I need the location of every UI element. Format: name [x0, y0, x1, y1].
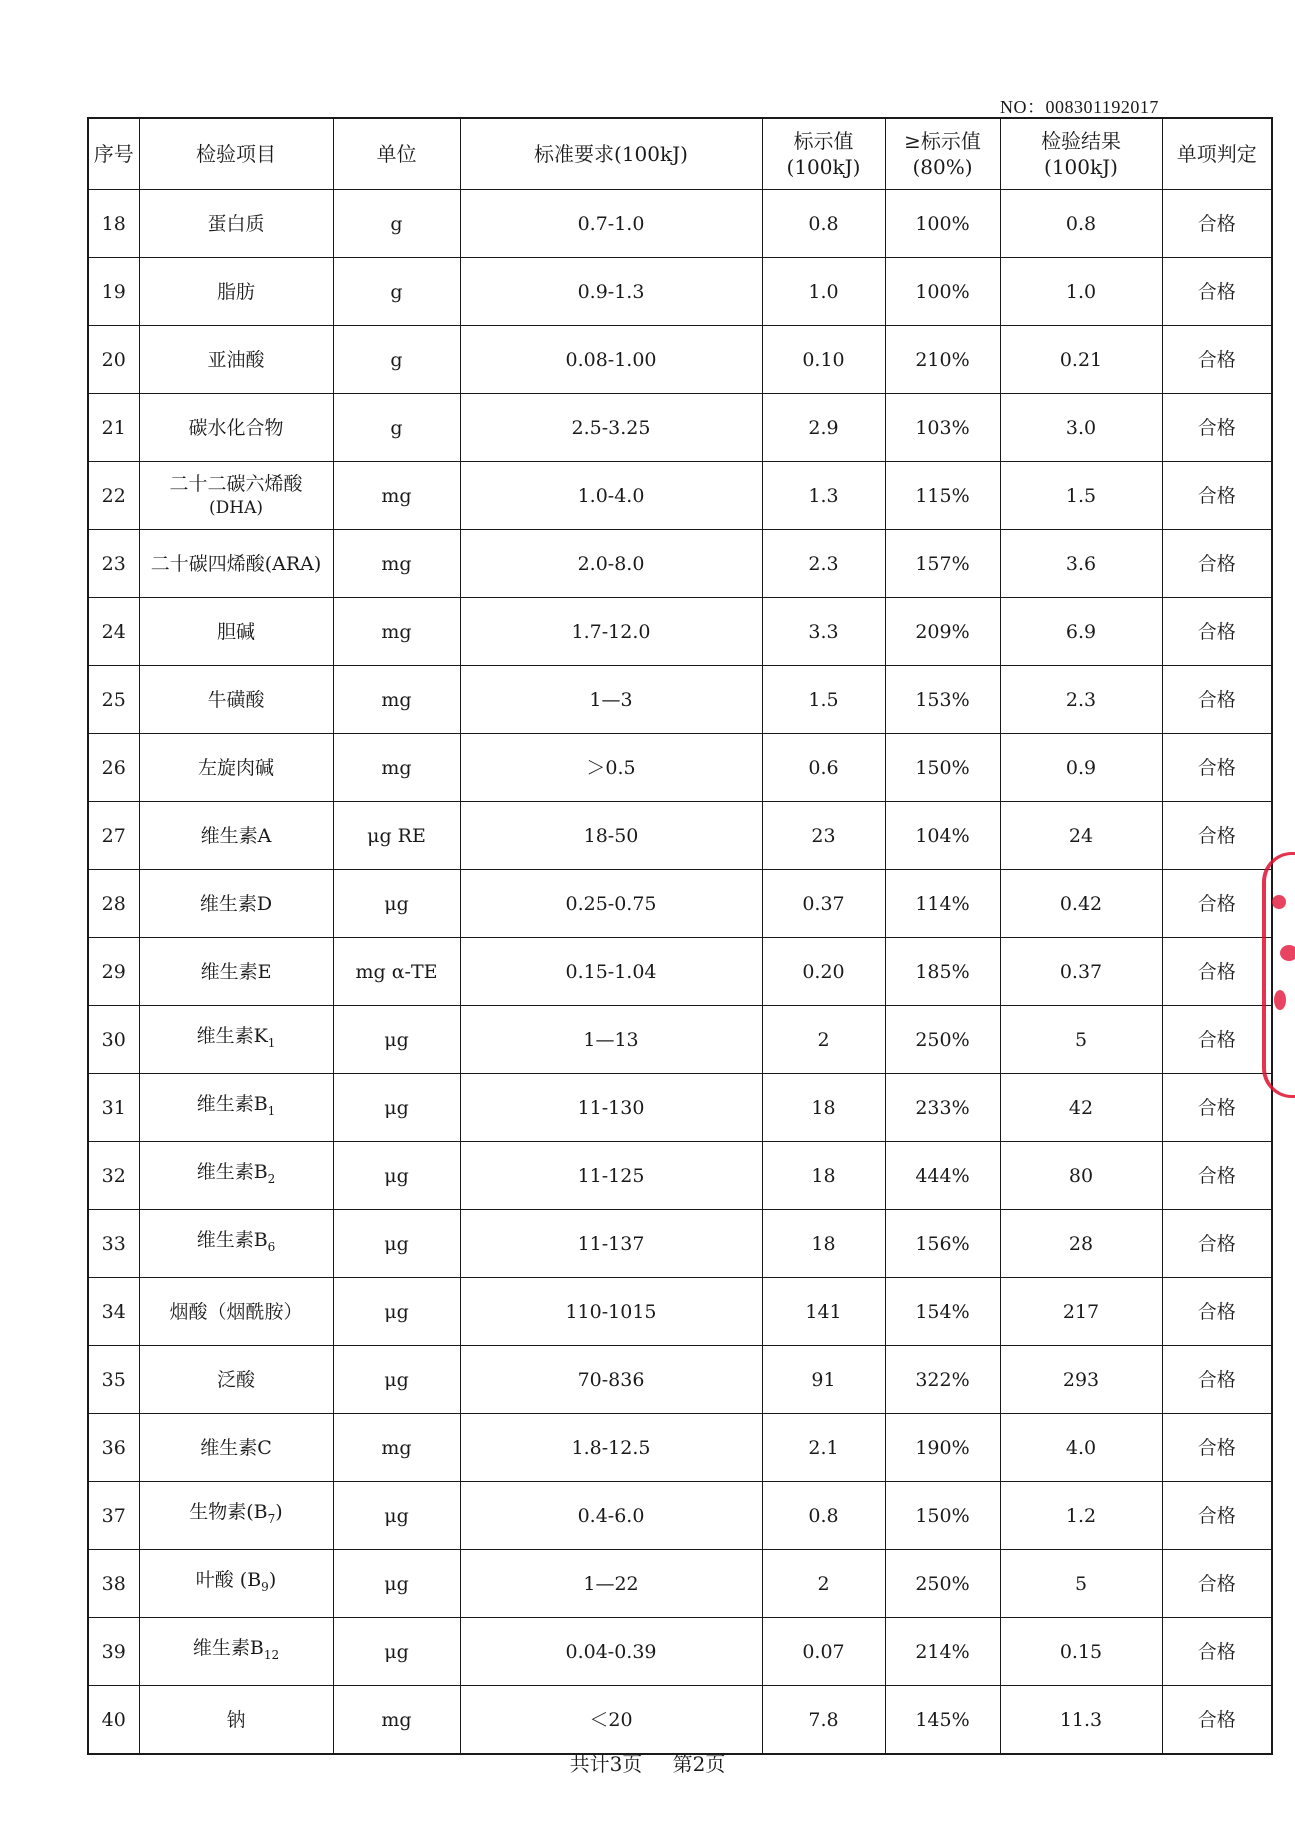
row-standard-cell: 18-50 — [460, 802, 762, 870]
row-standard-cell: 0.25-0.75 — [460, 870, 762, 938]
table-row — [88, 394, 1272, 462]
row-standard-cell: ＜20 — [460, 1686, 762, 1755]
row-label-value-cell: 2 — [762, 1006, 885, 1074]
header-ratio — [885, 118, 1000, 190]
row-result-cell: 3.6 — [1000, 530, 1162, 598]
table-row — [88, 1618, 1272, 1686]
item-name-sub: (DHA) — [209, 497, 263, 518]
row-standard-cell: 70-836 — [460, 1346, 762, 1414]
row-unit-cell: g — [333, 258, 460, 326]
row-item-cell — [139, 530, 333, 598]
row-unit-cell: μg — [333, 870, 460, 938]
row-verdict-cell: 合格 — [1162, 326, 1272, 394]
row-item-cell — [139, 734, 333, 802]
row-standard-cell: 110-1015 — [460, 1278, 762, 1346]
row-result-cell: 2.3 — [1000, 666, 1162, 734]
report-number: NO：008301192017 — [1000, 97, 1159, 117]
row-standard-cell: 0.7-1.0 — [460, 190, 762, 258]
row-ratio-cell: 157% — [885, 530, 1000, 598]
red-seal-stamp — [1262, 852, 1295, 1098]
row-ratio-cell: 214% — [885, 1618, 1000, 1686]
table-row — [88, 734, 1272, 802]
row-ratio-cell: 444% — [885, 1142, 1000, 1210]
row-item-cell — [139, 1686, 333, 1755]
row-ratio-cell: 100% — [885, 190, 1000, 258]
item-name: 脂肪 — [216, 280, 255, 303]
row-unit-cell: mg — [333, 734, 460, 802]
row-verdict-cell: 合格 — [1162, 1074, 1272, 1142]
item-name: 维生素A — [200, 824, 272, 847]
row-label-value-cell: 7.8 — [762, 1686, 885, 1755]
row-ratio-cell: 150% — [885, 1482, 1000, 1550]
row-label-value-cell: 2.1 — [762, 1414, 885, 1482]
header-unit: 单位 — [333, 118, 460, 190]
row-ratio-cell: 153% — [885, 666, 1000, 734]
table-row — [88, 1550, 1272, 1618]
row-seq-cell: 40 — [88, 1686, 139, 1755]
row-seq-cell: 38 — [88, 1550, 139, 1618]
item-name: 二十二碳六烯酸 — [169, 472, 303, 495]
row-seq-cell: 33 — [88, 1210, 139, 1278]
row-unit-cell: μg — [333, 1142, 460, 1210]
row-verdict-cell: 合格 — [1162, 1482, 1272, 1550]
item-name: 维生素B — [196, 1229, 268, 1252]
row-seq-cell: 39 — [88, 1618, 139, 1686]
row-result-cell: 217 — [1000, 1278, 1162, 1346]
row-verdict-cell: 合格 — [1162, 462, 1272, 530]
table-row — [88, 1482, 1272, 1550]
row-label-value-cell: 18 — [762, 1142, 885, 1210]
row-seq-cell: 24 — [88, 598, 139, 666]
row-standard-cell: 1.8-12.5 — [460, 1414, 762, 1482]
item-name: 胆碱 — [216, 620, 255, 643]
row-unit-cell: mg — [333, 1414, 460, 1482]
row-label-value-cell: 0.07 — [762, 1618, 885, 1686]
row-item-cell — [139, 1006, 333, 1074]
row-result-cell: 80 — [1000, 1142, 1162, 1210]
item-name: 泛酸 — [216, 1368, 255, 1391]
row-ratio-cell: 104% — [885, 802, 1000, 870]
row-label-value-cell: 0.10 — [762, 326, 885, 394]
row-result-cell: 0.21 — [1000, 326, 1162, 394]
row-standard-cell: 1—3 — [460, 666, 762, 734]
table-row — [88, 326, 1272, 394]
row-ratio-cell: 250% — [885, 1006, 1000, 1074]
row-seq-cell: 20 — [88, 326, 139, 394]
row-result-cell: 1.0 — [1000, 258, 1162, 326]
item-name: 维生素B — [196, 1161, 268, 1184]
row-label-value-cell: 0.6 — [762, 734, 885, 802]
item-name: 维生素C — [200, 1436, 272, 1459]
table-row — [88, 1278, 1272, 1346]
page-footer — [0, 1748, 1295, 1777]
row-label-value-cell: 1.3 — [762, 462, 885, 530]
row-standard-cell: 11-130 — [460, 1074, 762, 1142]
row-item-cell — [139, 394, 333, 462]
table-row — [88, 870, 1272, 938]
row-standard-cell: 1—13 — [460, 1006, 762, 1074]
row-seq-cell: 35 — [88, 1346, 139, 1414]
item-subscript: 12 — [263, 1647, 280, 1662]
row-seq-cell: 25 — [88, 666, 139, 734]
table-row — [88, 530, 1272, 598]
row-item-cell — [139, 462, 333, 530]
seal-mark — [1280, 945, 1295, 961]
item-name: 碳水化合物 — [188, 416, 284, 439]
row-standard-cell: 0.15-1.04 — [460, 938, 762, 1006]
row-item-cell — [139, 1414, 333, 1482]
row-result-cell: 4.0 — [1000, 1414, 1162, 1482]
row-item-cell — [139, 326, 333, 394]
item-suffix: ) — [275, 1501, 283, 1524]
row-unit-cell: mg — [333, 1686, 460, 1755]
row-seq-cell: 26 — [88, 734, 139, 802]
table-row — [88, 938, 1272, 1006]
table-row — [88, 258, 1272, 326]
table-row — [88, 1074, 1272, 1142]
row-standard-cell: 2.5-3.25 — [460, 394, 762, 462]
row-seq-cell: 30 — [88, 1006, 139, 1074]
row-verdict-cell: 合格 — [1162, 1210, 1272, 1278]
row-seq-cell: 19 — [88, 258, 139, 326]
row-label-value-cell: 0.8 — [762, 190, 885, 258]
row-item-cell — [139, 938, 333, 1006]
row-label-value-cell: 0.37 — [762, 870, 885, 938]
row-result-cell: 0.8 — [1000, 190, 1162, 258]
table-body — [88, 190, 1272, 1755]
item-name: 叶酸 (B — [195, 1569, 262, 1592]
row-label-value-cell: 3.3 — [762, 598, 885, 666]
row-label-value-cell: 2 — [762, 1550, 885, 1618]
row-standard-cell: 1.7-12.0 — [460, 598, 762, 666]
header-ratio-line1: ≥标示值 — [904, 129, 981, 153]
row-seq-cell: 27 — [88, 802, 139, 870]
row-seq-cell: 28 — [88, 870, 139, 938]
header-label-value — [762, 118, 885, 190]
row-result-cell: 3.0 — [1000, 394, 1162, 462]
table-header-row — [88, 118, 1272, 190]
row-verdict-cell: 合格 — [1162, 394, 1272, 462]
row-seq-cell: 23 — [88, 530, 139, 598]
row-verdict-cell: 合格 — [1162, 1006, 1272, 1074]
row-label-value-cell: 23 — [762, 802, 885, 870]
row-label-value-cell: 91 — [762, 1346, 885, 1414]
row-verdict-cell: 合格 — [1162, 1278, 1272, 1346]
header-result — [1000, 118, 1162, 190]
item-name: 维生素B — [196, 1093, 268, 1116]
header-item: 检验项目 — [139, 118, 333, 190]
row-item-cell — [139, 258, 333, 326]
row-ratio-cell: 250% — [885, 1550, 1000, 1618]
row-result-cell: 24 — [1000, 802, 1162, 870]
row-verdict-cell: 合格 — [1162, 1618, 1272, 1686]
current-page: 第2页 — [672, 1752, 726, 1776]
row-ratio-cell: 210% — [885, 326, 1000, 394]
item-name: 维生素E — [200, 960, 272, 983]
item-subscript: 9 — [261, 1579, 269, 1594]
row-item-cell — [139, 1278, 333, 1346]
row-seq-cell: 29 — [88, 938, 139, 1006]
row-item-cell — [139, 802, 333, 870]
row-standard-cell: 0.04-0.39 — [460, 1618, 762, 1686]
header-standard: 标准要求(100kJ) — [460, 118, 762, 190]
item-name: 维生素D — [199, 892, 273, 915]
row-result-cell: 0.9 — [1000, 734, 1162, 802]
row-verdict-cell: 合格 — [1162, 598, 1272, 666]
row-ratio-cell: 322% — [885, 1346, 1000, 1414]
row-seq-cell: 22 — [88, 462, 139, 530]
item-suffix: ) — [268, 1569, 277, 1592]
row-seq-cell: 31 — [88, 1074, 139, 1142]
row-standard-cell: 0.9-1.3 — [460, 258, 762, 326]
table-row — [88, 802, 1272, 870]
row-item-cell — [139, 1618, 333, 1686]
row-verdict-cell: 合格 — [1162, 802, 1272, 870]
total-pages: 共计3页 — [569, 1752, 643, 1776]
row-unit-cell: μg — [333, 1006, 460, 1074]
row-unit-cell: μg — [333, 1618, 460, 1686]
row-unit-cell: g — [333, 190, 460, 258]
row-label-value-cell: 141 — [762, 1278, 885, 1346]
table-row — [88, 1006, 1272, 1074]
row-item-cell — [139, 1142, 333, 1210]
table-row — [88, 666, 1272, 734]
row-verdict-cell: 合格 — [1162, 1142, 1272, 1210]
table-row — [88, 1346, 1272, 1414]
row-verdict-cell: 合格 — [1162, 938, 1272, 1006]
row-standard-cell: 0.4-6.0 — [460, 1482, 762, 1550]
item-name: 左旋肉碱 — [197, 756, 274, 779]
row-verdict-cell: 合格 — [1162, 1414, 1272, 1482]
row-seq-cell: 36 — [88, 1414, 139, 1482]
row-ratio-cell: 209% — [885, 598, 1000, 666]
row-result-cell: 11.3 — [1000, 1686, 1162, 1755]
row-ratio-cell: 103% — [885, 394, 1000, 462]
row-verdict-cell: 合格 — [1162, 258, 1272, 326]
row-label-value-cell: 2.9 — [762, 394, 885, 462]
item-name: 蛋白质 — [207, 212, 265, 235]
row-result-cell: 0.15 — [1000, 1618, 1162, 1686]
row-item-cell — [139, 1346, 333, 1414]
row-label-value-cell: 18 — [762, 1074, 885, 1142]
inspection-results-table — [87, 117, 1273, 1755]
seal-mark — [1274, 990, 1286, 1010]
table-row — [88, 1686, 1272, 1755]
item-subscript: 2 — [267, 1171, 276, 1186]
row-result-cell: 5 — [1000, 1550, 1162, 1618]
row-result-cell: 42 — [1000, 1074, 1162, 1142]
item-name: 二十碳四烯酸(ARA) — [150, 552, 322, 575]
header-result-line2: (100kJ) — [1044, 155, 1118, 179]
row-unit-cell: mg — [333, 462, 460, 530]
row-ratio-cell: 233% — [885, 1074, 1000, 1142]
item-subscript: 1 — [267, 1035, 276, 1050]
row-item-cell — [139, 190, 333, 258]
table-row — [88, 462, 1272, 530]
row-standard-cell: ＞0.5 — [460, 734, 762, 802]
row-seq-cell: 34 — [88, 1278, 139, 1346]
row-unit-cell: μg — [333, 1482, 460, 1550]
row-result-cell: 5 — [1000, 1006, 1162, 1074]
item-name: 生物素(B — [189, 1501, 268, 1524]
row-item-cell — [139, 870, 333, 938]
row-ratio-cell: 190% — [885, 1414, 1000, 1482]
row-verdict-cell: 合格 — [1162, 734, 1272, 802]
header-label-line2: (100kJ) — [786, 155, 861, 179]
row-unit-cell: g — [333, 394, 460, 462]
row-verdict-cell: 合格 — [1162, 530, 1272, 598]
row-result-cell: 0.37 — [1000, 938, 1162, 1006]
row-standard-cell: 1.0-4.0 — [460, 462, 762, 530]
table-row — [88, 1210, 1272, 1278]
row-item-cell — [139, 598, 333, 666]
row-label-value-cell: 1.0 — [762, 258, 885, 326]
row-ratio-cell: 145% — [885, 1686, 1000, 1755]
row-unit-cell: mg α-TE — [333, 938, 460, 1006]
row-item-cell — [139, 1074, 333, 1142]
row-item-cell — [139, 1210, 333, 1278]
row-unit-cell: μg — [333, 1278, 460, 1346]
header-seq: 序号 — [88, 118, 139, 190]
row-ratio-cell: 114% — [885, 870, 1000, 938]
table-row — [88, 1414, 1272, 1482]
row-item-cell — [139, 666, 333, 734]
row-verdict-cell: 合格 — [1162, 1346, 1272, 1414]
row-label-value-cell: 2.3 — [762, 530, 885, 598]
row-label-value-cell: 18 — [762, 1210, 885, 1278]
row-unit-cell: mg — [333, 666, 460, 734]
table-row — [88, 190, 1272, 258]
row-unit-cell: μg — [333, 1210, 460, 1278]
row-ratio-cell: 156% — [885, 1210, 1000, 1278]
table-row — [88, 598, 1272, 666]
row-ratio-cell: 100% — [885, 258, 1000, 326]
row-item-cell — [139, 1482, 333, 1550]
row-label-value-cell: 0.20 — [762, 938, 885, 1006]
row-label-value-cell: 0.8 — [762, 1482, 885, 1550]
row-result-cell: 6.9 — [1000, 598, 1162, 666]
header-verdict: 单项判定 — [1162, 118, 1272, 190]
table-row — [88, 1142, 1272, 1210]
item-subscript: 6 — [267, 1239, 276, 1254]
row-unit-cell: μg — [333, 1550, 460, 1618]
item-name: 烟酸（烟酰胺） — [169, 1300, 303, 1323]
item-name: 亚油酸 — [207, 348, 265, 371]
row-unit-cell: g — [333, 326, 460, 394]
row-standard-cell: 11-125 — [460, 1142, 762, 1210]
row-verdict-cell: 合格 — [1162, 1686, 1272, 1755]
row-unit-cell: mg — [333, 598, 460, 666]
row-result-cell: 293 — [1000, 1346, 1162, 1414]
row-verdict-cell: 合格 — [1162, 1550, 1272, 1618]
row-ratio-cell: 154% — [885, 1278, 1000, 1346]
header-result-line1: 检验结果 — [1041, 129, 1121, 153]
header-label-line1: 标示值 — [793, 129, 854, 153]
item-name: 牛磺酸 — [207, 688, 265, 711]
row-result-cell: 28 — [1000, 1210, 1162, 1278]
item-subscript: 7 — [267, 1511, 276, 1526]
row-standard-cell: 2.0-8.0 — [460, 530, 762, 598]
seal-mark — [1272, 895, 1286, 909]
row-result-cell: 1.2 — [1000, 1482, 1162, 1550]
header-ratio-line2: (80%) — [912, 155, 973, 179]
row-verdict-cell: 合格 — [1162, 870, 1272, 938]
row-standard-cell: 11-137 — [460, 1210, 762, 1278]
row-unit-cell: μg RE — [333, 802, 460, 870]
row-seq-cell: 18 — [88, 190, 139, 258]
row-item-cell — [139, 1550, 333, 1618]
row-unit-cell: mg — [333, 530, 460, 598]
row-ratio-cell: 115% — [885, 462, 1000, 530]
row-ratio-cell: 150% — [885, 734, 1000, 802]
row-seq-cell: 32 — [88, 1142, 139, 1210]
row-label-value-cell: 1.5 — [762, 666, 885, 734]
row-seq-cell: 37 — [88, 1482, 139, 1550]
item-subscript: 1 — [267, 1103, 276, 1118]
row-standard-cell: 0.08-1.00 — [460, 326, 762, 394]
row-standard-cell: 1—22 — [460, 1550, 762, 1618]
row-verdict-cell: 合格 — [1162, 666, 1272, 734]
row-result-cell: 1.5 — [1000, 462, 1162, 530]
item-name: 维生素B — [192, 1637, 264, 1660]
row-unit-cell: μg — [333, 1074, 460, 1142]
row-unit-cell: μg — [333, 1346, 460, 1414]
row-verdict-cell: 合格 — [1162, 190, 1272, 258]
item-name: 维生素K — [196, 1025, 268, 1048]
row-result-cell: 0.42 — [1000, 870, 1162, 938]
row-ratio-cell: 185% — [885, 938, 1000, 1006]
row-seq-cell: 21 — [88, 394, 139, 462]
item-name: 钠 — [226, 1708, 246, 1731]
